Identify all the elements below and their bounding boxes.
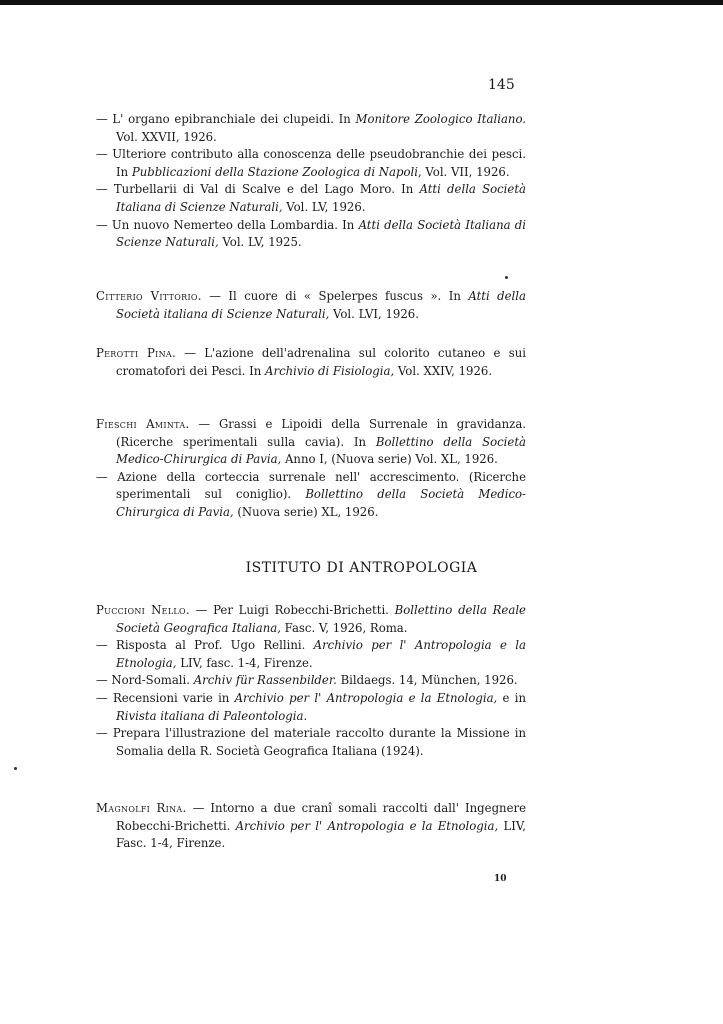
- entry-citterio: Citterio Vittorio. — Il cuore di « Spelerpes fuscus ». In Atti della Società italiana di Scienze Naturali, Vol. LVI, 1926.: [96, 289, 526, 321]
- page-number: 145: [488, 77, 515, 93]
- author-name: Puccioni Nello.: [96, 603, 190, 617]
- entry-fieschi: Fieschi Aminta. — Grassi e Lipoidi della Surrenale in gravidanza. (Ricerche sperimentali sulla cavia). In Bollettino della Società Medico-Chirurgica di Pavia, Anno I, (Nuova serie) Vol. XL, 1926. — Azione della corteccia surrenale nell' accrescimento. (Ricerche sperimentali sul coniglio). Bollettino della Società Medico-Chirurgica di Pavia, (Nuova serie) XL, 1926.: [96, 416, 526, 522]
- list-item: — Nord-Somali. Archiv für Rassenbilder. Bildaegs. 14, München, 1926.: [96, 673, 518, 688]
- entry-perotti: Perotti Pina. — L'azione dell'adrenalina sul colorito cutaneo e sui cromatofori dei Pesci. In Archivio di Fisiologia, Vol. XXIV, 1926.: [96, 346, 527, 378]
- list-item: — Risposta al Prof. Ugo Rellini. Archivio per l' Antropologia e la Etnologia, LIV, fasc. 1-4, Firenze.: [96, 638, 526, 670]
- author-name: Magnolfi Rina.: [96, 801, 187, 815]
- list-item: — L' organo epibranchiale dei clupeidi. In Monitore Zoologico Italiano. Vol. XXVII, 1926.: [96, 112, 526, 144]
- scan-speck: [14, 767, 17, 770]
- list-item: — Prepara l'illustrazione del materiale raccolto durante la Missione in Somalia della R. Società Geografica Italiana (1924).: [96, 726, 526, 758]
- scan-speck: [505, 276, 508, 279]
- entry-list-top: [96, 111, 526, 252]
- entry-magnolfi: Magnolfi Rina. — Intorno a due cranî somali raccolti dall' Ingegnere Robecchi-Brichetti. Archivio per l' Antropologia e la Etnologia, LIV, Fasc. 1-4, Firenze.: [96, 801, 526, 851]
- scan-top-edge: [0, 0, 723, 5]
- author-name: Fieschi Aminta.: [96, 417, 190, 431]
- list-item: — Un nuovo Nemerteo della Lombardia. In Atti della Società Italiana di Scienze Naturali, Vol. LV, 1925.: [96, 217, 527, 250]
- author-name: Perotti Pina.: [96, 346, 176, 360]
- list-item: — Recensioni varie in Archivio per l' Antropologia e la Etnologia, e in Rivista italiana di Paleontologia.: [96, 690, 526, 723]
- signature-mark: 10: [494, 874, 507, 884]
- list-item: — Turbellarii di Val di Scalve e del Lago Moro. In Atti della Società Italiana di Scienze Naturali, Vol. LV, 1926.: [96, 182, 527, 214]
- section-title: ISTITUTO DI ANTROPOLOGIA: [245, 560, 478, 576]
- author-name: Citterio Vittorio.: [96, 289, 202, 303]
- list-item: — Azione della corteccia surrenale nell' accrescimento. (Ricerche sperimentali sul coniglio). Bollettino della Società Medico-Chirurgica di Pavia, (Nuova serie) XL, 1926.: [96, 469, 526, 519]
- entry-puccioni: Puccioni Nello. — Per Luigi Robecchi-Brichetti. Bollettino della Reale Società Geografica Italiana, Fasc. V, 1926, Roma. — Risposta al Prof. Ugo Rellini. Archivio per l' Antropologia e la Etnologia, LIV, fasc. 1-4, Firenze. — Nord-Somali. Archiv für Rassenbilder. Bildaegs. 14, München, 1926. — Recensioni varie in Archivio per l' Antropologia e la Etnologia, e in Rivista italiana di Paleontologia. — Prepara l'illustrazione del materiale raccolto durante la Missione in Somalia della R. Società Geografica Italiana (1924).: [96, 602, 526, 760]
- list-item: — Ulteriore contributo alla conoscenza delle pseudobranchie dei pesci. In Pubblicazioni della Stazione Zoologica di Napoli, Vol. VII, 1926.: [96, 147, 527, 179]
